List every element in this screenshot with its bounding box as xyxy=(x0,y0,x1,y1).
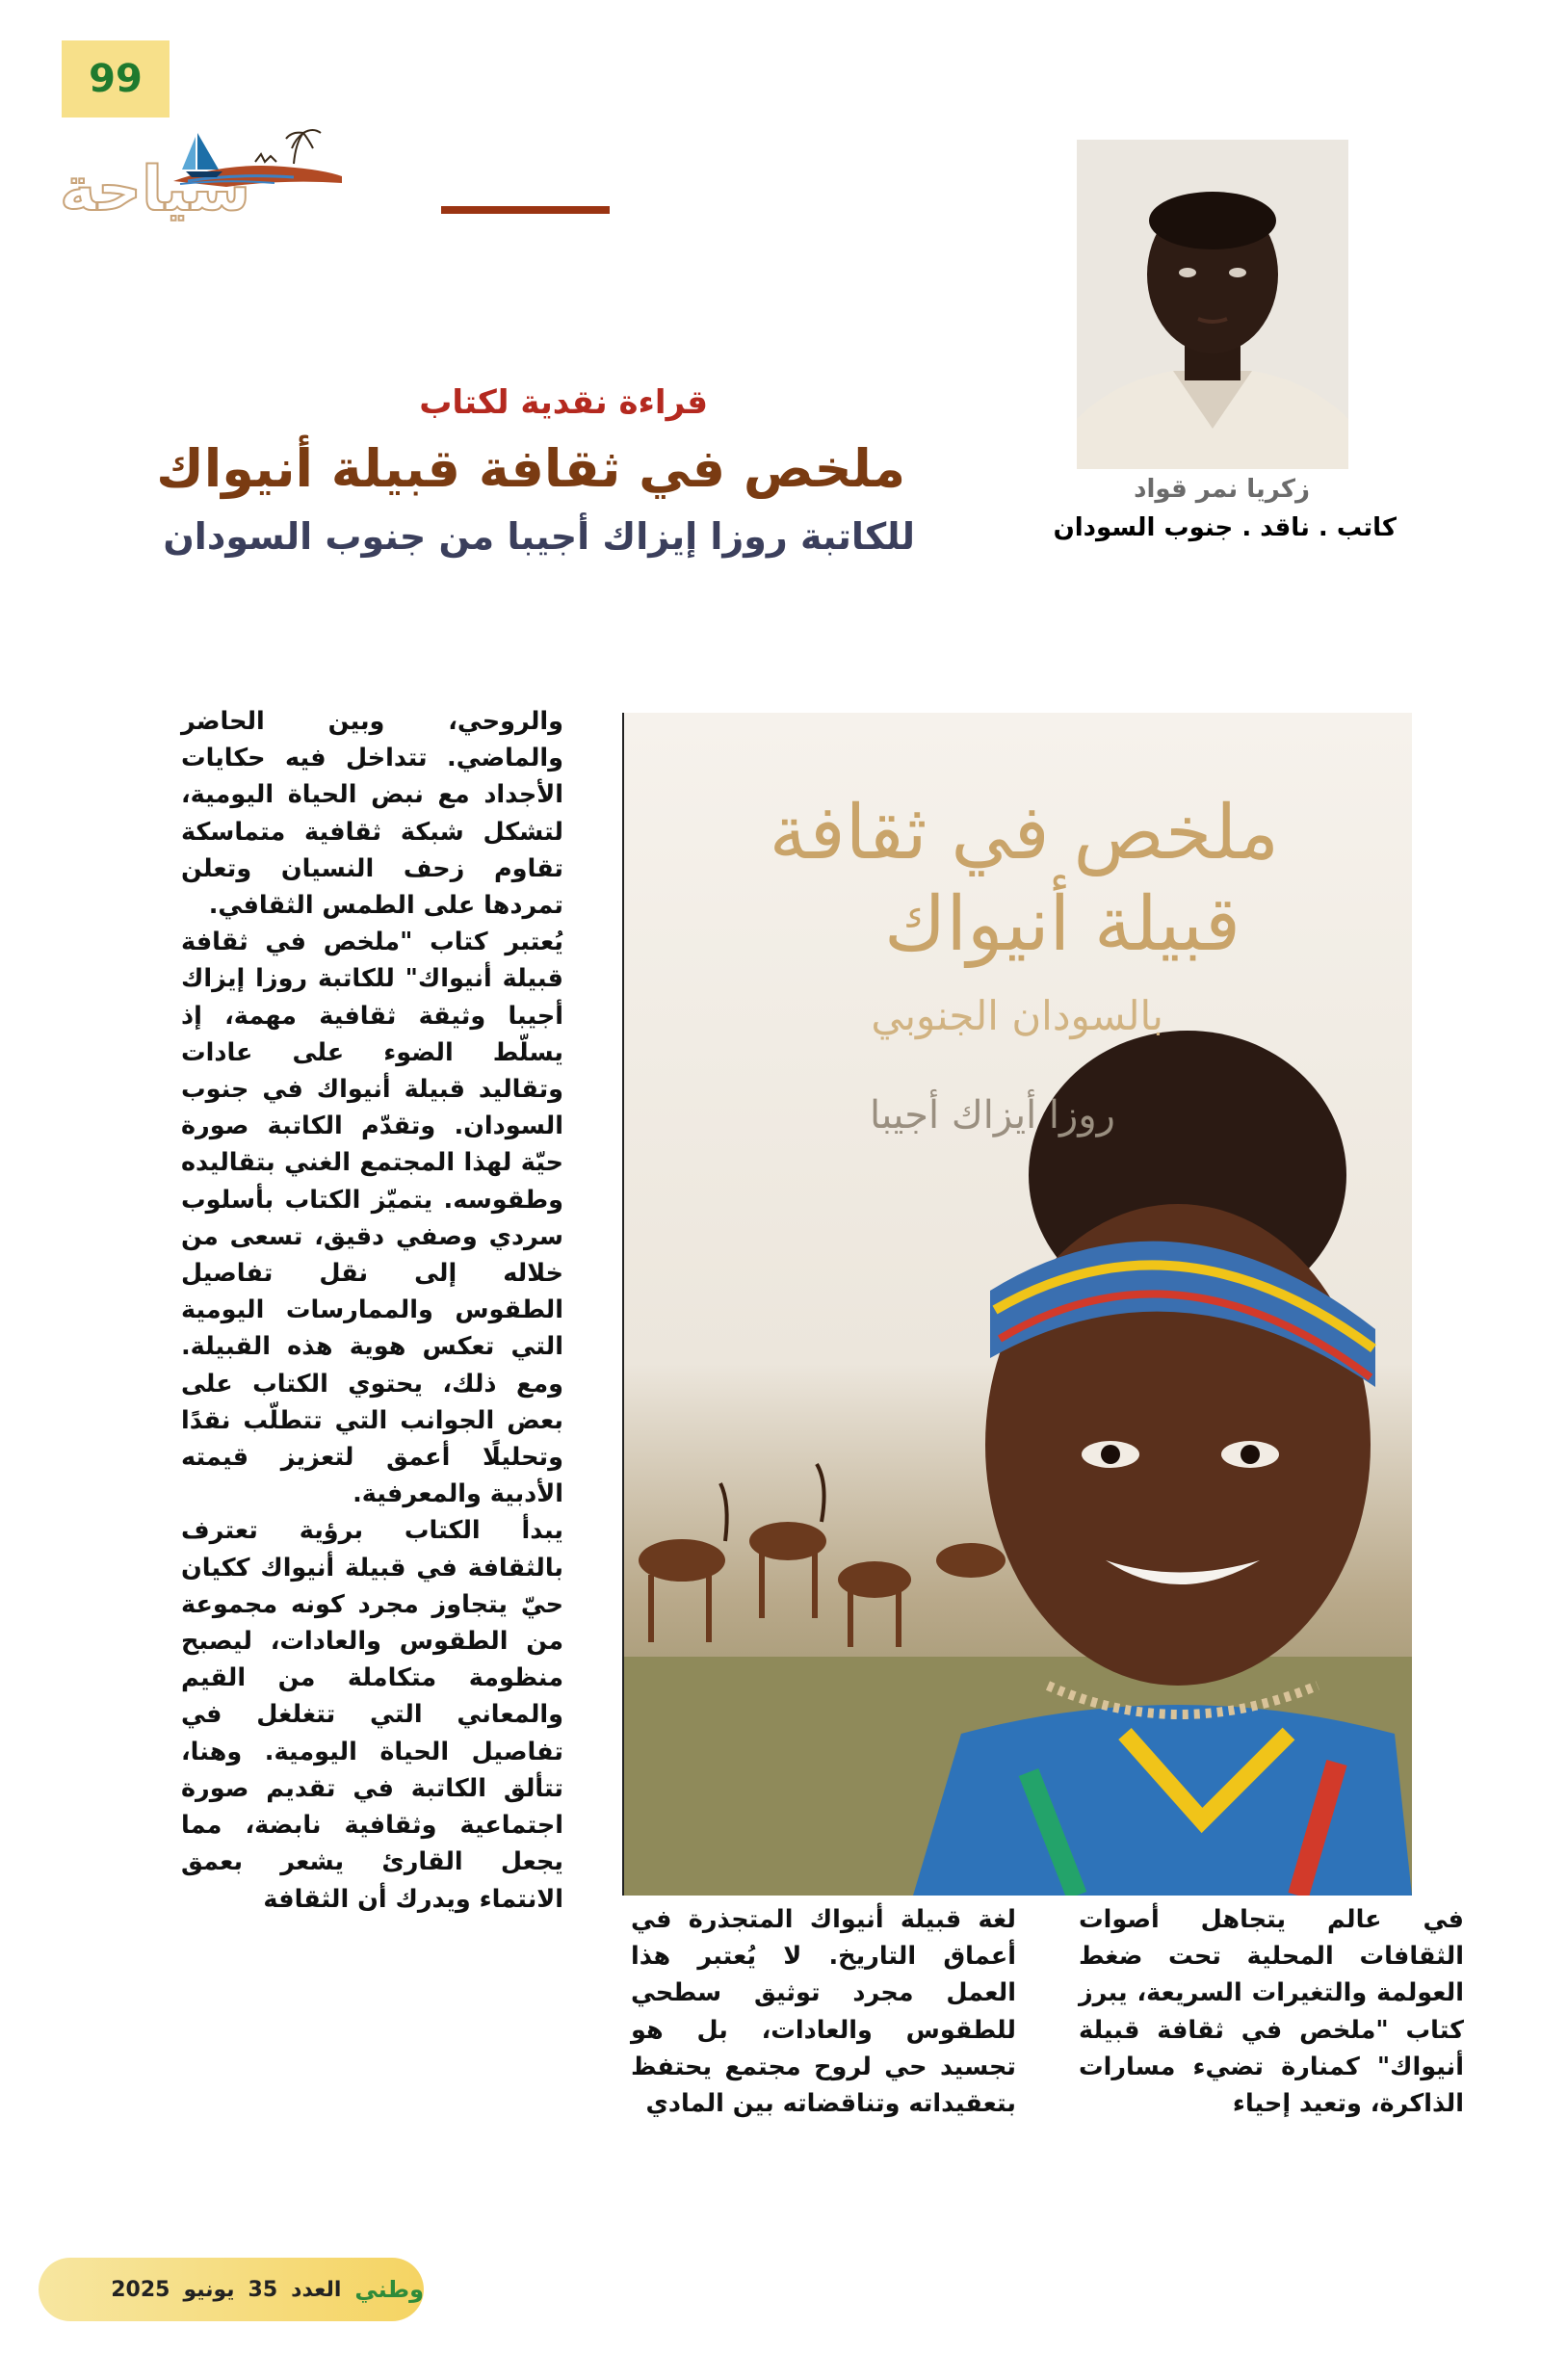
cover-title-line2: قبيلة أنيواك xyxy=(884,881,1241,968)
article-kicker: قراءة نقدية لكتاب xyxy=(419,383,708,422)
author-role: كاتب . ناقد . جنوب السودان xyxy=(1053,513,1397,542)
cover-title-line1: ملخص في ثقافة xyxy=(769,790,1279,876)
cover-author: روزا أيزاك أجيبا xyxy=(869,1093,1115,1138)
article-column-middle xyxy=(631,1901,1016,2122)
paragraph: يُعتبر كتاب "ملخص في ثقافة قبيلة أنيواك" للكاتبة روزا إيزاك أجيبا وثيقة ثقافية مهمة، إذ يسلّط الضوء على عادات وتقاليد قبيلة أنيواك في جنوب السودان. وتقدّم الكاتبة صورة حيّة لهذا المجتمع الغني بتقاليده وطقوسه. يتميّز الكتاب بأسلوب سردي وصفي دقيق، تسعى من خلاله إلى نقل تفاصيل الطقوس والممارسات اليومية التي تعكس هوية هذه القبيلة. ومع ذلك، يحتوي الكتاب على بعض الجوانب التي تتطلّب نقدًا وتحليلًا أعمق لتعزيز قيمته الأدبية والمعرفية. xyxy=(181,928,563,1509)
paragraph: لغة قبيلة أنيواك المتجذرة في أعماق التاريخ. لا يُعتبر هذا العمل مجرد توثيق سطحي للطقوس والعادات، بل هو تجسيد حي لروح مجتمع يحتفظ بتعقيداته وتناقضاته بين المادي xyxy=(631,1905,1016,2119)
magazine-brand: وطني xyxy=(354,2276,424,2303)
issue-number: 35 xyxy=(248,2277,278,2302)
cover-subtitle: بالسودان الجنوبي xyxy=(871,992,1163,1039)
paragraph: يبدأ الكتاب برؤية تعترف بالثقافة في قبيلة أنيواك ككيان حيّ يتجاوز مجرد كونه مجموعة من الطقوس والعادات، ليصبح منظومة متكاملة من القيم والمعاني التي تتغلغل في تفاصيل الحياة اليومية. وهنا، تتألق الكاتبة في تقديم صورة اجتماعية وثقافية نابضة، مما يجعل القارئ يشعر بعمق الانتماء ويدرك أن الثقافة xyxy=(181,1516,563,1914)
article-column-intro xyxy=(1079,1901,1464,2122)
author-photo xyxy=(1077,140,1348,469)
author-name: زكريا نمر قواد xyxy=(1134,475,1310,504)
issue-month: يونيو xyxy=(183,2277,235,2302)
paragraph: في عالم يتجاهل أصوات الثقافات المحلية تحت ضغط العولمة والتغيرات السريعة، يبرز كتاب "ملخص في ثقافة قبيلة أنيواك" كمنارة تضيء مسارات الذاكرة، وتعيد إحياء xyxy=(1079,1905,1464,2119)
article-column-left xyxy=(181,703,563,1918)
issue-year: 2025 xyxy=(111,2277,170,2302)
paragraph: والروحي، وبين الحاضر والماضي. تتداخل فيه حكايات الأجداد مع نبض الحياة اليومية، لتشكل شبكة ثقافية متماسكة تقاوم زحف النسيان وتعلن تمردها على الطمس الثقافي. xyxy=(181,707,563,921)
section-rule xyxy=(441,206,610,214)
article-subtitle: للكاتبة روزا إيزاك أجيبا من جنوب السودان xyxy=(163,515,915,558)
book-cover xyxy=(624,713,1412,1896)
section-logo: سياحة xyxy=(60,154,251,225)
issue-label: العدد xyxy=(291,2277,342,2302)
article-title: ملخص في ثقافة قبيلة أنيواك xyxy=(156,438,905,499)
page-number: 99 xyxy=(62,40,170,118)
footer-badge xyxy=(39,2258,424,2321)
